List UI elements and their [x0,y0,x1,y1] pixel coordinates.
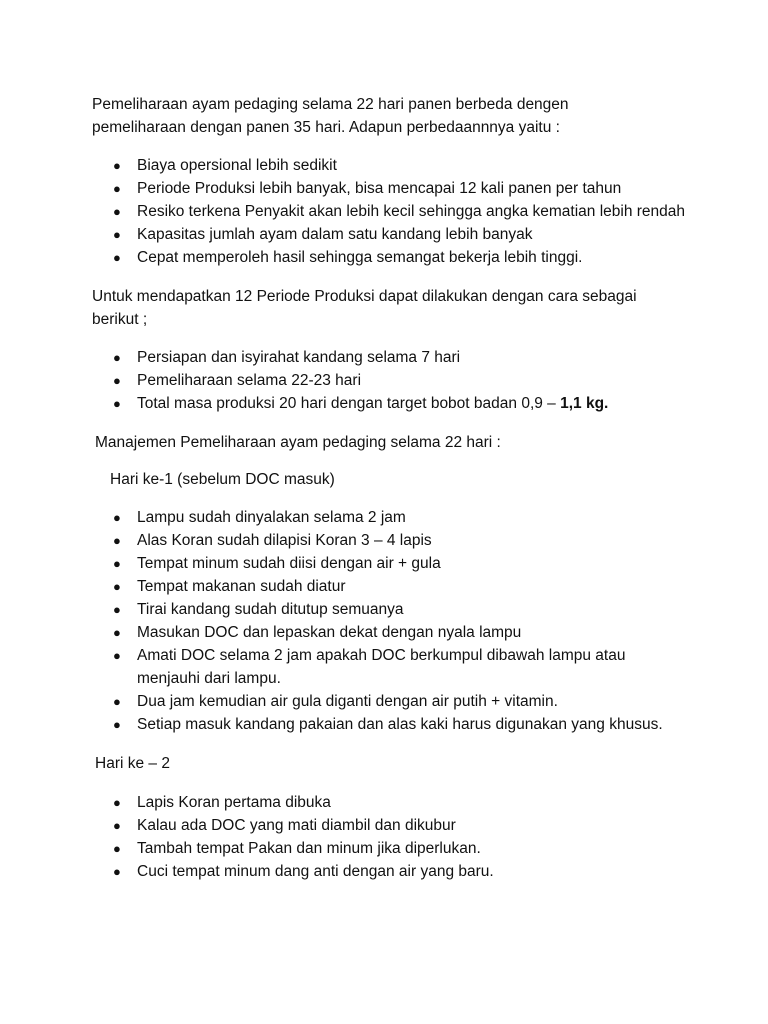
list-item [92,392,692,415]
periods-line-1: Untuk mendapatkan 12 Periode Produksi dapat dilakukan dengan cara sebagai [92,288,637,305]
day-1-heading: Hari ke-1 (sebelum DOC masuk) [110,471,335,488]
list-item [92,837,692,860]
bullet-icon: ● [113,181,121,196]
bullet-icon: ● [113,510,121,525]
list-item [92,860,692,883]
bullet-icon: ● [113,396,121,411]
day-2-list [92,791,692,883]
bullet-icon: ● [113,625,121,640]
list-item [92,529,692,552]
list-item-text: Alas Koran sudah dilapisi Koran 3 – 4 lapis [137,532,432,549]
bullet-icon: ● [113,227,121,242]
bullet-icon: ● [113,795,121,810]
list-item-text: Total masa produksi 20 hari dengan target bobot badan 0,9 – [137,395,561,412]
list-item [92,246,692,269]
list-item-text: Tempat minum sudah diisi dengan air + gula [137,555,441,572]
bullet-icon: ● [113,648,121,663]
benefits-list [92,154,692,269]
list-item-text: Resiko terkena Penyakit akan lebih kecil sehingga angka kematian lebih rendah [137,203,686,220]
intro-paragraph [92,93,692,139]
list-item-text: Amati DOC selama 2 jam apakah DOC berkumpul dibawah lampu atau menjauhi dari lampu. [137,647,626,687]
list-item-text: Pemeliharaan selama 22-23 hari [137,372,362,389]
list-item-text: Kapasitas jumlah ayam dalam satu kandang lebih banyak [137,226,533,243]
bullet-icon: ● [113,717,121,732]
bullet-icon: ● [113,556,121,571]
target-weight-bold: 1,1 kg. [560,395,609,412]
list-item [92,369,692,392]
document-page [92,93,692,883]
day-2-heading: Hari ke – 2 [95,755,170,772]
list-item [92,177,692,200]
periods-line-2: berikut ; [92,311,148,328]
list-item-text: Kalau ada DOC yang mati diambil dan dikubur [137,817,456,834]
list-item-text: Setiap masuk kandang pakaian dan alas kaki harus digunakan yang khusus. [137,716,663,733]
list-item-text: Lampu sudah dinyalakan selama 2 jam [137,509,406,526]
list-item-text: Dua jam kemudian air gula diganti dengan air putih + vitamin. [137,693,558,710]
list-item-text: Tambah tempat Pakan dan minum jika diperlukan. [137,840,481,857]
list-item [92,200,692,223]
list-item [92,154,692,177]
management-heading: Manajemen Pemeliharaan ayam pedaging selama 22 hari : [95,434,501,451]
list-item-text: Masukan DOC dan lepaskan dekat dengan nyala lampu [137,624,522,641]
bullet-icon: ● [113,864,121,879]
periods-paragraph [92,285,692,331]
bullet-icon: ● [113,533,121,548]
list-item-text: Cuci tempat minum dang anti dengan air yang baru. [137,863,494,880]
list-item [92,575,692,598]
bullet-icon: ● [113,204,121,219]
list-item [92,791,692,814]
list-item [92,713,692,736]
bullet-icon: ● [113,158,121,173]
list-item-text: Tempat makanan sudah diatur [137,578,346,595]
list-item-text: Lapis Koran pertama dibuka [137,794,331,811]
bullet-icon: ● [113,350,121,365]
bullet-icon: ● [113,602,121,617]
periods-list [92,346,692,415]
list-item-text: Persiapan dan isyirahat kandang selama 7 hari [137,349,461,366]
bullet-icon: ● [113,818,121,833]
bullet-icon: ● [113,373,121,388]
intro-line-1: Pemeliharaan ayam pedaging selama 22 hari panen berbeda dengen [92,96,569,113]
list-item [92,621,692,644]
list-item [92,690,692,713]
list-item [92,506,692,529]
bullet-icon: ● [113,579,121,594]
bullet-icon: ● [113,841,121,856]
list-item [92,552,692,575]
list-item-text: Periode Produksi lebih banyak, bisa mencapai 12 kali panen per tahun [137,180,622,197]
list-item [92,598,692,621]
list-item [92,223,692,246]
intro-line-2: pemeliharaan dengan panen 35 hari. Adapun perbedaannnya yaitu : [92,119,560,136]
day-1-list [92,506,692,736]
list-item [92,644,692,690]
list-item-text: Biaya opersional lebih sedikit [137,157,337,174]
list-item-text: Cepat memperoleh hasil sehingga semangat bekerja lebih tinggi. [137,249,583,266]
list-item [92,346,692,369]
bullet-icon: ● [113,694,121,709]
list-item [92,814,692,837]
list-item-text: Tirai kandang sudah ditutup semuanya [137,601,404,618]
bullet-icon: ● [113,250,121,265]
